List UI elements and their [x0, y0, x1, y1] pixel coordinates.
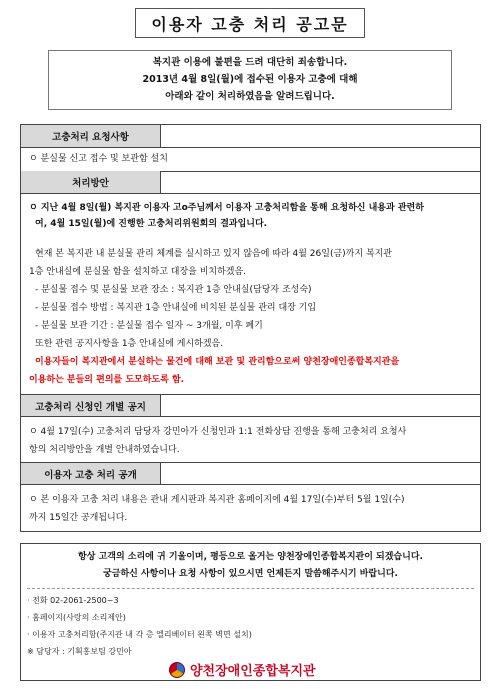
method-body: 현재 본 복지관 내 분실물 관리 체계를 실시하고 있지 않음에 따라 4월 26일(금)까지 복지관 1층 안내실에 분실물 함을 설치하고 대장을 비치하겠음. - 분실물 접수 및 분실물 보관 장소 : 복지관 1층 안내실(담당자 조성숙) - 분실물 접수 방법 : 복지관 1층 안내실에 비치된 분실물 관리 대장 기입 - 분실물 보관 기간 : 분실물 접수 일자 ~ 3개월, 이후 폐기 또한 관련 공지사항을 1층 안내실에 게시하겠음. 이용자들이 복지관에서 분실하는 물건에 대해 보관 및 관리함으로써 양천장애인종합복지관을 이용하는 분들의 편의를 도모하도록 함. — [29, 249, 400, 385]
org-brand — [169, 660, 316, 679]
section-header-individual — [21, 394, 480, 417]
section-header-request — [21, 125, 480, 148]
org-logo-icon — [169, 662, 185, 678]
intro-line: 아래와 같이 처리하였음을 알려드립니다. — [165, 91, 335, 102]
section-label: 고충처리 요청사항 — [21, 125, 161, 147]
divider — [27, 588, 474, 589]
notice-table — [20, 124, 481, 532]
contact-phone: · 전화 02-2061-2500~3 — [27, 596, 119, 605]
org-name: 양천장애인종합복지관 — [190, 664, 316, 679]
intro-line: 복지관 이용에 불편을 드려 대단히 죄송합니다. — [152, 57, 348, 68]
intro-box — [48, 50, 452, 110]
contact-box: · 이용자 고충처리함(주지관 내 각 층 엘리베이터 왼쪽 벽면 설치) — [27, 630, 252, 639]
public-text: ㅇ 본 이용자 고충 처리 내용은 관내 게시판과 복지관 홈페이지에 4월 17일(수)부터 5월 1일(수) 까지 15일간 공개됩니다. — [29, 495, 405, 523]
section-label: 고충처리 신청인 개별 공지 — [21, 395, 161, 416]
section-label: 처리방안 — [21, 171, 161, 193]
individual-text: ㅇ 4월 17일(수) 고충처리 담당자 강민아가 신청인과 1:1 전화상담 진행을 통해 고충처리 요청사 항의 처리방안을 개별 안내하였습니다. — [29, 427, 407, 455]
contact-manager: ※ 담당자 : 기획홍보팀 강민아 — [27, 647, 132, 656]
intro-line: 2013년 4월 8일(월)에 접수된 이용자 고충에 대해 — [142, 74, 358, 85]
footer-message: 항상 고객의 소리에 귀 기울이며, 평등으로 올거는 양천장애인종합복지관이 되겠습니다. 궁금하신 사항이나 요청 사항이 있으시면 언제든지 말씀해주시기 바랍니다. — [78, 552, 423, 579]
method-summary: ㅇ 지난 4월 8일(월) 복지관 이용자 고o주님께서 이용자 고충처리함을 통해 요청하신 내용과 관련하 여, 4월 15일(월)에 진행한 고충처리위원회의 결과입니다. — [29, 203, 424, 229]
request-text: ㅇ 분실물 신고 접수 및 보관함 설치 — [29, 154, 168, 164]
section-label: 이용자 고충 처리 공개 — [21, 463, 161, 484]
section-header-public — [21, 462, 480, 485]
page-title: 이용자 고충 처리 공고문 — [135, 8, 365, 38]
contact-homepage: · 홈페이지(사랑의 소리제안) — [27, 613, 126, 622]
contact-list — [27, 592, 252, 660]
section-header-method — [21, 171, 480, 194]
footer-box — [20, 543, 481, 681]
